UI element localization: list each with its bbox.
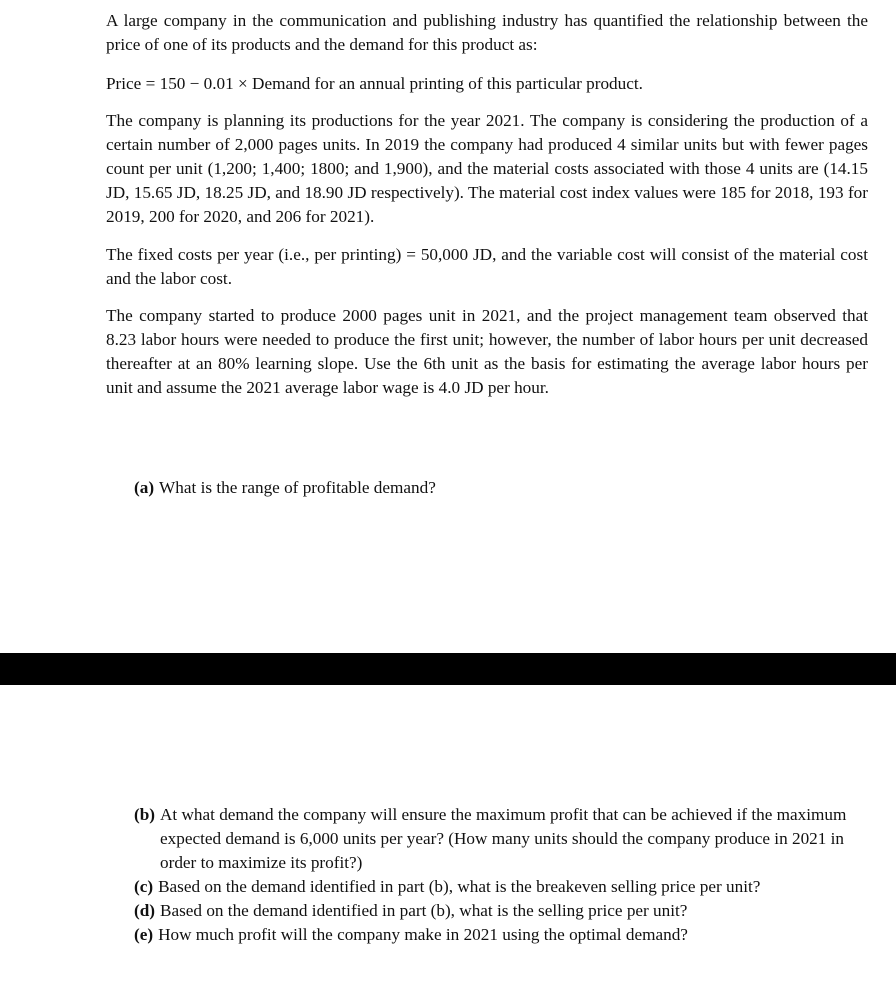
production-paragraph: The company is planning its productions for the year 2021. The company is considering the production of a certain number of 2,000 pages units. In 2019 the company had produced 4 similar units but with fewer pages count per unit (1,200; 1,400; 1800; and 1,900), and the material costs associated with those 4 units are (14.15 JD, 15.65 JD, 18.25 JD, and 18.90 JD respectively). The material cost index values were 185 for 2018, 193 for 2019, 200 for 2020, and 206 for 2021). xyxy=(106,111,868,226)
question-e xyxy=(134,923,868,947)
question-b xyxy=(134,803,868,875)
question-d-label: (d) xyxy=(134,901,156,920)
question-c-text: Based on the demand identified in part (b), what is the breakeven selling price per unit? xyxy=(158,877,761,896)
labor-paragraph: The company started to produce 2000 pages unit in 2021, and the project management team observed that 8.23 labor hours were needed to produce the first unit; however, the number of labor hours per unit decreased thereafter at an 80% learning slope. Use the 6th unit as the basis for estimating the average labor hours per unit and assume the 2021 average labor wage is 4.0 JD per hour. xyxy=(106,306,868,397)
question-c-label: (c) xyxy=(134,877,154,896)
question-e-text: How much profit will the company make in 2021 using the optimal demand? xyxy=(158,925,688,944)
question-e-label: (e) xyxy=(134,925,154,944)
redaction-bar xyxy=(0,653,896,685)
question-c xyxy=(134,875,868,899)
question-a-label: (a) xyxy=(134,478,155,497)
intro-paragraph: A large company in the communication and publishing industry has quantified the relationship between the price of one of its products and the demand for this product as: xyxy=(106,11,868,54)
question-list xyxy=(134,803,868,947)
question-b-text: At what demand the company will ensure the maximum profit that can be achieved if the maximum expected demand is 6,000 units per year? (How many units should the company produce in 2021 in order to maximize its profit?) xyxy=(160,805,847,872)
price-equation-paragraph: Price = 150 − 0.01 × Demand for an annual printing of this particular product. xyxy=(106,74,643,93)
question-d-text: Based on the demand identified in part (b), what is the selling price per unit? xyxy=(160,901,688,920)
question-a xyxy=(134,476,854,500)
fixed-costs-paragraph: The fixed costs per year (i.e., per printing) = 50,000 JD, and the variable cost will consist of the material cost and the labor cost. xyxy=(106,245,868,288)
question-b-label: (b) xyxy=(134,805,156,824)
question-d xyxy=(134,899,868,923)
question-a-text: What is the range of profitable demand? xyxy=(159,478,436,497)
